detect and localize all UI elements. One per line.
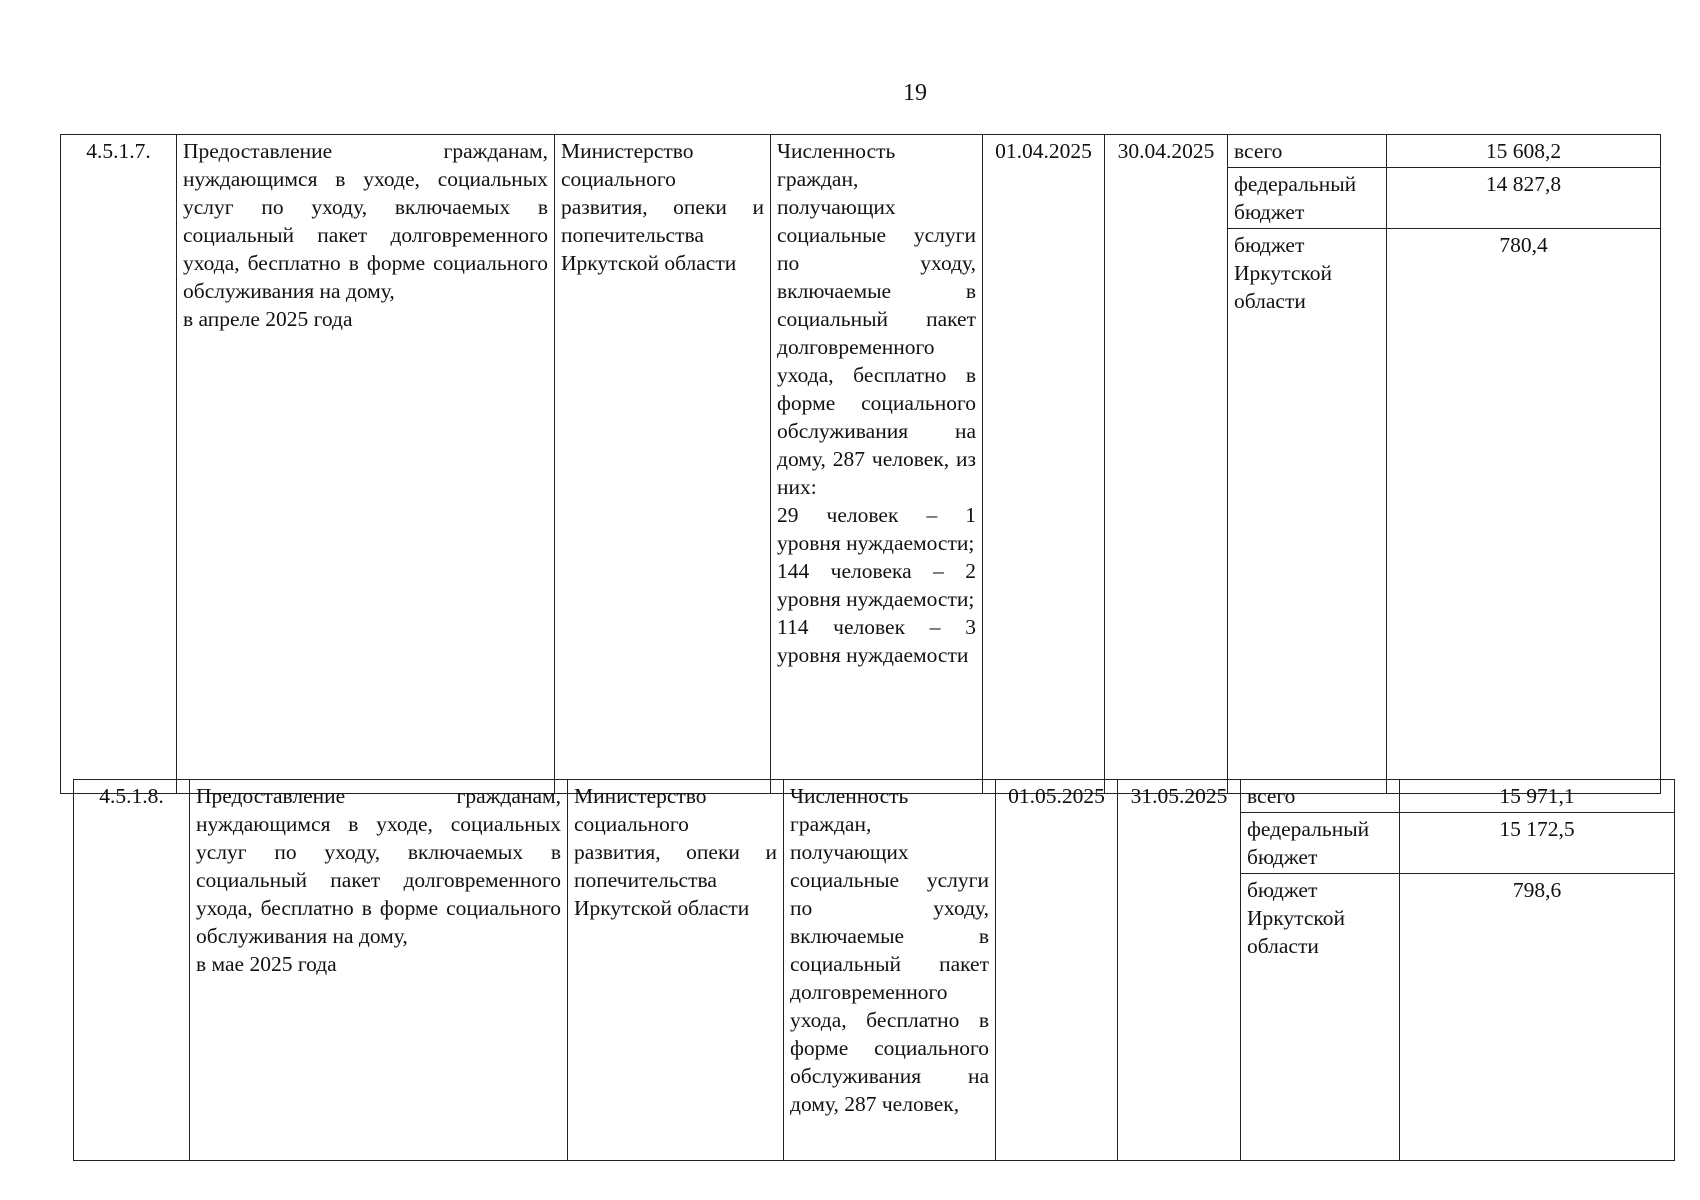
result-line: 114 человек – 3 уровня нуждаемости: [777, 615, 976, 667]
result-line: Численность граждан, получающих социальные услуги по уходу, включаемые в социальный пакет долговременного ухода, бесплатно в форме социального обслуживания на дому, 287 человек, из них:: [777, 139, 976, 499]
funding-amount: 15 172,5: [1400, 813, 1675, 874]
measure-table-row-1: [60, 134, 1661, 794]
start-date: 01.04.2025: [983, 135, 1105, 794]
executor: Министерство социального развития, опеки и попечительства Иркутской области: [568, 780, 784, 1161]
result-indicator: [784, 780, 996, 1161]
result-line: 29 человек – 1 уровня нуждаемости;: [777, 503, 976, 555]
funding-amount: 798,6: [1400, 874, 1675, 1161]
start-date: 01.05.2025: [996, 780, 1118, 1161]
funding-amount: 14 827,8: [1387, 168, 1661, 229]
description-text: Предоставление гражданам, нуждающимся в уходе, социальных услуг по уходу, включаемых в социальный пакет долговременного ухода, бесплатно в форме социального обслуживания на дому,: [183, 139, 548, 303]
executor: Министерство социального развития, опеки и попечительства Иркутской области: [555, 135, 771, 794]
measure-number: 4.5.1.7.: [61, 135, 177, 794]
end-date: 31.05.2025: [1118, 780, 1241, 1161]
funding-source: бюджет Иркутской области: [1228, 229, 1387, 794]
funding-source: федеральный бюджет: [1241, 813, 1400, 874]
end-date: 30.04.2025: [1105, 135, 1228, 794]
description-text: Предоставление гражданам, нуждающимся в уходе, социальных услуг по уходу, включаемых в социальный пакет долговременного ухода, бесплатно в форме социального обслуживания на дому,: [196, 784, 561, 948]
measure-table-row-2: [73, 779, 1675, 1161]
description-period: в апреле 2025 года: [183, 307, 353, 331]
funding-amount: 780,4: [1387, 229, 1661, 794]
result-indicator: [771, 135, 983, 794]
page-number: 19: [903, 80, 927, 106]
description-period: в мае 2025 года: [196, 952, 337, 976]
measure-description: [177, 135, 555, 794]
funding-source: бюджет Иркутской области: [1241, 874, 1400, 1161]
funding-source: всего: [1228, 135, 1387, 168]
measure-number: 4.5.1.8.: [74, 780, 190, 1161]
result-line: 144 человека – 2 уровня нуждаемости;: [777, 559, 976, 611]
funding-amount: 15 971,1: [1400, 780, 1675, 813]
funding-source: федеральный бюджет: [1228, 168, 1387, 229]
result-line: Численность граждан, получающих социальные услуги по уходу, включаемые в социальный пакет долговременного ухода, бесплатно в форме социального обслуживания на дому, 287 человек,: [790, 784, 989, 1116]
funding-amount: 15 608,2: [1387, 135, 1661, 168]
funding-source: всего: [1241, 780, 1400, 813]
measure-description: [190, 780, 568, 1161]
